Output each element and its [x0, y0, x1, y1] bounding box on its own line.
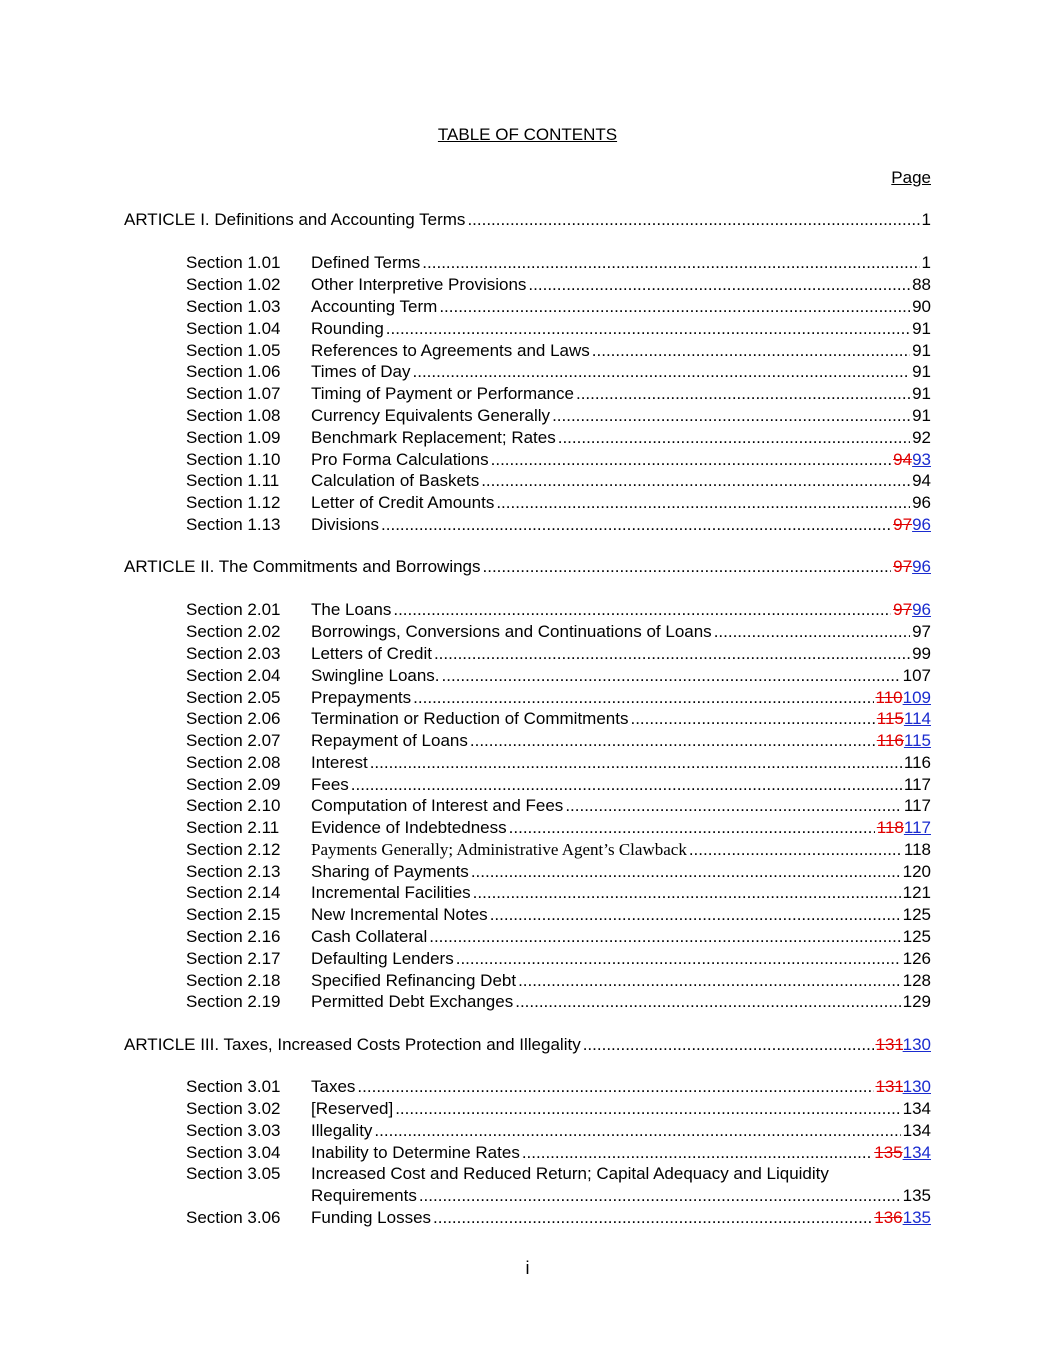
section-page: 99 — [912, 644, 931, 663]
dot-leader — [509, 817, 875, 839]
section-page: 107 — [902, 666, 931, 685]
article-page — [876, 1034, 931, 1056]
toc-section-2-17[interactable] — [186, 948, 931, 970]
section-page — [876, 687, 931, 709]
toc-section-1-12[interactable] — [186, 492, 931, 514]
dot-leader — [422, 252, 919, 274]
toc-section-2-16[interactable] — [186, 926, 931, 948]
section-title: Incremental Facilities — [311, 883, 471, 902]
section-number: Section 3.01 — [186, 1077, 281, 1096]
section-number: Section 1.13 — [186, 515, 281, 534]
section-page — [877, 708, 931, 730]
section-title: Borrowings, Conversions and Continuations of Loans — [311, 622, 712, 641]
section-title: Repayment of Loans — [311, 731, 468, 750]
inserted-page: 96 — [912, 557, 931, 576]
article-title: ARTICLE II. The Commitments and Borrowings — [124, 557, 481, 576]
dot-leader — [491, 449, 892, 471]
inserted-page: 135 — [902, 1208, 931, 1227]
section-number: Section 1.04 — [186, 319, 281, 338]
section-number: Section 2.11 — [186, 818, 280, 837]
section-title: Calculation of Baskets — [311, 471, 480, 490]
section-title: Times of Day — [311, 362, 411, 381]
dot-leader — [351, 774, 902, 796]
section-number: Section 2.09 — [186, 775, 281, 794]
dot-leader — [471, 861, 901, 883]
section-page: 129 — [902, 992, 931, 1011]
dot-leader — [467, 209, 919, 231]
toc-section-2-04[interactable] — [186, 665, 931, 687]
toc-section-1-10[interactable] — [186, 449, 931, 471]
section-page: 120 — [902, 862, 931, 881]
section-page: 134 — [902, 1121, 931, 1140]
section-number: Section 1.12 — [186, 493, 281, 512]
deleted-page: 116 — [876, 731, 904, 750]
section-title: New Incremental Notes — [311, 905, 488, 924]
section-number: Section 2.16 — [186, 927, 281, 946]
section-number: Section 2.02 — [186, 622, 281, 641]
section-title: Rounding — [311, 319, 384, 338]
deleted-page: 136 — [874, 1208, 903, 1227]
toc-section-3-02[interactable] — [186, 1098, 931, 1120]
section-number: Section 1.11 — [186, 471, 280, 490]
section-title: Benchmark Replacement; Rates — [311, 428, 556, 447]
section-title: Cash Collateral — [311, 927, 428, 946]
article-page: 1 — [921, 210, 931, 229]
section-page: 90 — [912, 297, 931, 316]
toc-section-3-04[interactable] — [186, 1142, 931, 1164]
toc-section-2-08[interactable] — [186, 752, 931, 774]
section-page: 117 — [903, 775, 931, 794]
section-page — [874, 1142, 931, 1164]
toc-section-1-09[interactable] — [186, 427, 931, 449]
toc-section-2-07[interactable] — [186, 730, 931, 752]
section-title-cont: Requirements — [311, 1186, 417, 1205]
section-title: Termination or Reduction of Commitments — [311, 709, 629, 728]
article-title: ARTICLE III. Taxes, Increased Costs Protection and Illegality — [124, 1035, 581, 1054]
page-column-label: Page — [891, 168, 931, 187]
inserted-page: 115 — [903, 731, 931, 750]
section-number: Section 2.18 — [186, 971, 281, 990]
section-title: Fees — [311, 775, 349, 794]
section-number: Section 2.17 — [186, 949, 281, 968]
dot-leader — [515, 991, 900, 1013]
section-title: Defaulting Lenders — [311, 949, 454, 968]
dot-leader — [558, 427, 910, 449]
dot-leader — [583, 1034, 874, 1056]
section-title: Interest — [311, 753, 368, 772]
section-number: Section 3.05 — [186, 1164, 281, 1183]
toc-section-2-02[interactable] — [186, 621, 931, 643]
toc-section-3-06[interactable] — [186, 1207, 931, 1229]
section-page: 91 — [912, 319, 931, 338]
toc-section-2-14[interactable] — [186, 882, 931, 904]
dot-leader — [490, 904, 901, 926]
toc-article-2[interactable] — [124, 556, 931, 578]
inserted-page: 117 — [903, 818, 931, 837]
dot-leader — [470, 730, 875, 752]
section-number: Section 3.03 — [186, 1121, 281, 1140]
section-page — [893, 599, 931, 621]
section-page: 125 — [902, 905, 931, 924]
section-page: 94 — [912, 471, 931, 490]
dot-leader — [413, 361, 911, 383]
dot-leader — [429, 926, 900, 948]
toc-section-2-15[interactable] — [186, 904, 931, 926]
section-number: Section 1.10 — [186, 450, 281, 469]
dot-leader — [456, 948, 901, 970]
section-number: Section 2.13 — [186, 862, 281, 881]
toc-section-3-01[interactable] — [186, 1076, 931, 1098]
dot-leader — [381, 514, 891, 536]
section-title: Prepayments — [311, 688, 412, 707]
dot-leader — [630, 708, 874, 730]
section-number: Section 1.05 — [186, 341, 281, 360]
section-number: Section 2.06 — [186, 709, 281, 728]
deleted-page: 115 — [876, 709, 904, 728]
section-page: 121 — [902, 883, 931, 902]
deleted-page: 97 — [893, 557, 913, 576]
dot-leader — [357, 1076, 873, 1098]
toc-section-3-03[interactable] — [186, 1120, 931, 1142]
section-number: Section 2.14 — [186, 883, 281, 902]
section-page: 88 — [912, 275, 931, 294]
section-number: Section 1.03 — [186, 297, 281, 316]
section-number: Section 1.08 — [186, 406, 281, 425]
section-number: Section 1.02 — [186, 275, 281, 294]
section-number: Section 2.10 — [186, 796, 281, 815]
section-page — [877, 730, 931, 752]
page-title: TABLE OF CONTENTS — [437, 125, 618, 144]
section-title-continuation — [186, 1185, 931, 1207]
section-title: Divisions — [311, 515, 380, 534]
inserted-page: 96 — [912, 600, 931, 619]
section-page: 125 — [902, 927, 931, 946]
section-page — [893, 514, 931, 536]
section-page — [877, 817, 931, 839]
toc-section-2-03[interactable] — [186, 643, 931, 665]
section-page: 117 — [903, 796, 931, 815]
toc-section-1-04[interactable] — [186, 318, 931, 340]
deleted-page: 94 — [893, 450, 913, 469]
section-number: Section 1.06 — [186, 362, 281, 381]
section-number: Section 2.19 — [186, 992, 281, 1011]
section-page — [876, 1076, 931, 1098]
toc-section-1-13[interactable] — [186, 514, 931, 536]
section-page: 134 — [902, 1099, 931, 1118]
dot-leader — [374, 1120, 900, 1142]
dot-leader — [386, 318, 910, 340]
dot-leader — [473, 882, 901, 904]
section-title: Evidence of Indebtedness — [311, 818, 507, 837]
section-page: 91 — [912, 341, 931, 360]
section-page: 116 — [903, 753, 931, 772]
toc-section-1-11[interactable] — [186, 470, 931, 492]
inserted-page: 109 — [902, 688, 931, 707]
dot-leader — [395, 1098, 900, 1120]
section-number: Section 2.01 — [186, 600, 281, 619]
section-title: Specified Refinancing Debt — [311, 971, 517, 990]
dot-leader — [714, 621, 910, 643]
toc-section-2-13[interactable] — [186, 861, 931, 883]
article-page — [893, 556, 931, 578]
dot-leader — [552, 405, 910, 427]
toc-section-1-05[interactable] — [186, 340, 931, 362]
inserted-page: 130 — [902, 1035, 931, 1054]
toc-section-3-05[interactable] — [186, 1163, 931, 1207]
section-page: 96 — [912, 493, 931, 512]
inserted-page: 134 — [902, 1143, 931, 1162]
section-title: Currency Equivalents Generally — [311, 406, 551, 425]
toc-section-2-01[interactable] — [186, 599, 931, 621]
toc-article-3[interactable] — [124, 1034, 931, 1056]
article-title: ARTICLE I. Definitions and Accounting Terms — [124, 210, 466, 229]
section-page: 91 — [912, 384, 931, 403]
section-title: Letters of Credit — [311, 644, 432, 663]
section-title: Payments Generally; Administrative Agent’s Clawback — [311, 840, 687, 859]
dot-leader — [413, 687, 873, 709]
inserted-page: 93 — [912, 450, 931, 469]
section-title: [Reserved] — [311, 1099, 394, 1118]
page-number-footer: i — [525, 1258, 530, 1278]
toc-section-1-08[interactable] — [186, 405, 931, 427]
section-number: Section 2.07 — [186, 731, 281, 750]
section-title: Letter of Credit Amounts — [311, 493, 495, 512]
section-page: 97 — [912, 622, 931, 641]
section-number: Section 2.15 — [186, 905, 281, 924]
section-page — [893, 449, 931, 471]
section-title: Funding Losses — [311, 1208, 432, 1227]
toc-section-2-18[interactable] — [186, 970, 931, 992]
toc-section-2-06[interactable] — [186, 708, 931, 730]
toc-section-1-01[interactable] — [186, 252, 931, 274]
dot-leader — [518, 970, 901, 992]
section-number: Section 2.04 — [186, 666, 281, 685]
dot-leader — [576, 383, 910, 405]
section-title: Other Interpretive Provisions — [311, 275, 527, 294]
section-page: 135 — [902, 1186, 931, 1205]
dot-leader — [592, 340, 910, 362]
deleted-page: 131 — [875, 1077, 903, 1096]
dot-leader — [522, 1142, 872, 1164]
deleted-page: 135 — [874, 1143, 903, 1162]
section-title: Inability to Determine Rates — [311, 1143, 520, 1162]
deleted-page: 97 — [893, 600, 913, 619]
section-title: Defined Terms — [311, 253, 421, 272]
toc-section-2-10[interactable] — [186, 795, 931, 817]
deleted-page: 97 — [893, 515, 913, 534]
toc-section-2-09[interactable] — [186, 774, 931, 796]
section-number: Section 1.07 — [186, 384, 281, 403]
section-title: Sharing of Payments — [311, 862, 469, 881]
section-page: 128 — [902, 971, 931, 990]
section-number: Section 2.03 — [186, 644, 281, 663]
section-number: Section 2.12 — [186, 840, 281, 859]
inserted-page: 114 — [903, 709, 931, 728]
dot-leader — [483, 556, 892, 578]
toc-section-2-05[interactable] — [186, 687, 931, 709]
section-title: Swingline Loans. — [311, 666, 440, 685]
toc-section-2-19[interactable] — [186, 991, 931, 1013]
section-number: Section 1.09 — [186, 428, 281, 447]
section-title: Permitted Debt Exchanges — [311, 992, 514, 1011]
toc-section-2-11[interactable] — [186, 817, 931, 839]
dot-leader — [528, 274, 910, 296]
section-number: Section 3.04 — [186, 1143, 281, 1162]
inserted-page: 96 — [912, 515, 931, 534]
section-page: 126 — [902, 949, 931, 968]
dot-leader — [439, 296, 910, 318]
section-title: Illegality — [311, 1121, 373, 1140]
toc-section-1-03[interactable] — [186, 296, 931, 318]
deleted-page: 118 — [876, 818, 904, 837]
dot-leader — [496, 492, 910, 514]
section-title: References to Agreements and Laws — [311, 341, 590, 360]
toc-article-1[interactable] — [124, 209, 931, 231]
section-number: Section 3.02 — [186, 1099, 281, 1118]
dot-leader — [393, 599, 891, 621]
section-title: Pro Forma Calculations — [311, 450, 489, 469]
toc-section-1-06[interactable] — [186, 361, 931, 383]
section-number: Section 2.08 — [186, 753, 281, 772]
section-number: Section 3.06 — [186, 1208, 281, 1227]
dot-leader — [370, 752, 902, 774]
dot-leader — [434, 643, 910, 665]
deleted-page: 131 — [875, 1035, 903, 1054]
section-title: Timing of Payment or Performance — [311, 384, 574, 403]
section-title: Increased Cost and Reduced Return; Capital Adequacy and Liquidity — [311, 1164, 829, 1183]
dot-leader — [481, 470, 910, 492]
section-title: Accounting Term — [311, 297, 438, 316]
deleted-page: 110 — [875, 688, 903, 707]
inserted-page: 130 — [902, 1077, 931, 1096]
section-page: 118 — [903, 840, 931, 859]
dot-leader — [565, 795, 902, 817]
section-number: Section 2.05 — [186, 688, 281, 707]
section-title: Taxes — [311, 1077, 356, 1096]
dot-leader — [442, 665, 901, 687]
section-page — [874, 1207, 931, 1229]
dot-leader — [433, 1207, 872, 1229]
section-title: Computation of Interest and Fees — [311, 796, 564, 815]
dot-leader — [419, 1185, 901, 1207]
section-page: 92 — [912, 428, 931, 447]
dot-leader — [689, 839, 902, 861]
section-number: Section 1.01 — [186, 253, 281, 272]
section-page: 91 — [912, 406, 931, 425]
toc-section-2-12[interactable] — [186, 839, 931, 861]
section-title-row — [186, 1163, 931, 1185]
toc-section-1-02[interactable] — [186, 274, 931, 296]
toc-section-1-07[interactable] — [186, 383, 931, 405]
section-page: 91 — [912, 362, 931, 381]
section-page: 1 — [921, 253, 931, 272]
section-title: The Loans — [311, 600, 392, 619]
